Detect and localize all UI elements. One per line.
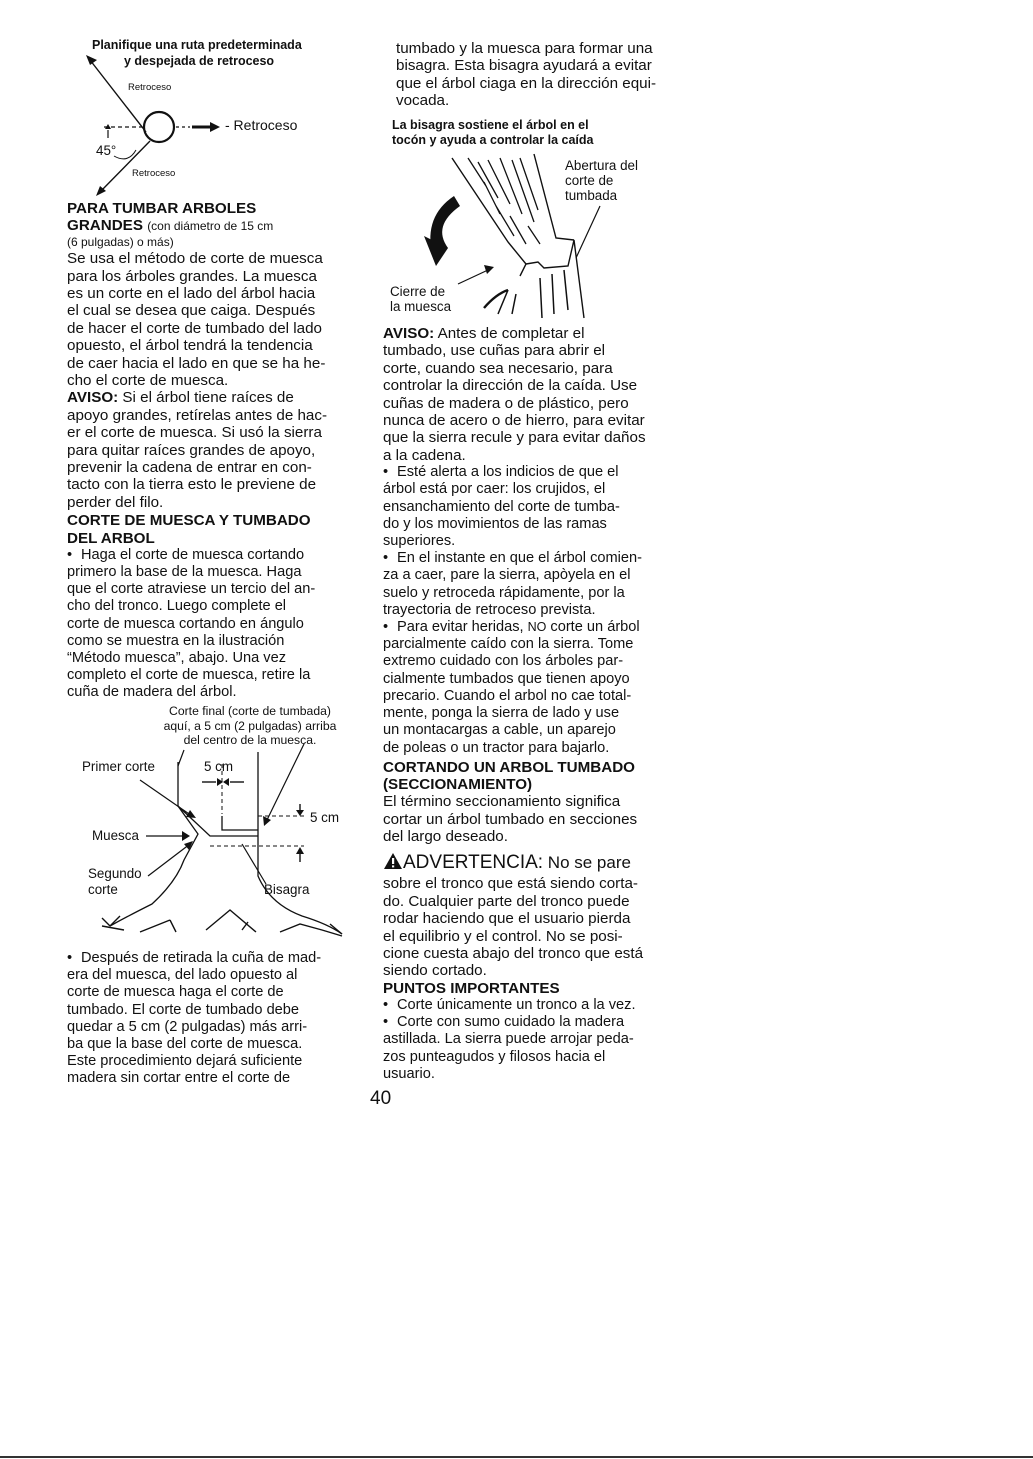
warning-line: sobre el tronco que está siendo corta- <box>383 875 638 893</box>
label-abertura <box>565 158 638 203</box>
bullet-line: mente, ponga la sierra de lado y use <box>383 705 620 722</box>
bullet-text: Corte con sumo cuidado la madera <box>397 1014 625 1031</box>
warning-line: do. Cualquier parte del tronco puede <box>383 892 630 910</box>
heading-bucking-1: CORTANDO UN ARBOL TUMBADO <box>383 758 635 776</box>
hinge-diagram <box>388 118 678 323</box>
bullet-line: un montacargas a cable, un aparejo <box>383 722 616 739</box>
heading-large-trees-2 <box>67 217 367 235</box>
retreat-label-right: - Retroceso <box>225 117 298 133</box>
bullet-line: superiores. <box>383 533 456 550</box>
bullet-line <box>383 619 683 636</box>
heading-notch-2: DEL ARBOL <box>67 529 155 547</box>
label-line: tumbada <box>565 188 618 203</box>
bullet-text: Haga el corte de muesca cortando <box>81 546 305 563</box>
aviso-wedges-paragraph <box>383 325 683 464</box>
bullet-dot: • <box>383 996 389 1013</box>
warning-text: No se pare <box>543 853 631 873</box>
bullet-line: extremo cuidado con los árboles par- <box>383 653 624 670</box>
warning-label: ADVERTENCIA: <box>403 852 544 874</box>
retreat-diagram <box>70 38 370 198</box>
bullet-dot: • <box>383 550 389 567</box>
aviso-line <box>67 389 367 406</box>
label-5cm-top: 5 cm <box>204 759 234 774</box>
label-bisagra: Bisagra <box>264 882 310 897</box>
intro-line: opuesto, el árbol tendrá la tendencia <box>67 337 313 355</box>
bullet-line: zos punteagudos y filosos hacia el <box>383 1048 606 1065</box>
heading-large-trees-1: PARA TUMBAR ARBOLES <box>67 200 257 217</box>
left-column <box>67 200 367 702</box>
intro-line: de hacer el corte de tumbado del lado <box>67 319 322 337</box>
bullet-line: era del muesca, del lado opuesto al <box>67 967 298 984</box>
bullet-line: do y los movimientos de las ramas <box>383 515 607 532</box>
label-muesca: Muesca <box>92 828 139 843</box>
aviso-line: er el corte de muesca. Si usó la sierra <box>67 424 322 442</box>
aviso-label: AVISO: <box>67 389 119 407</box>
caption-line: Corte final (corte de tumbada) <box>169 704 331 718</box>
label-primer-corte: Primer corte <box>82 759 155 774</box>
bullet-line: astillada. La sierra puede arrojar peda- <box>383 1031 634 1048</box>
warning-line: siendo cortado. <box>383 962 487 980</box>
intro-line: es un corte en el lado del árbol hacia <box>67 285 316 303</box>
bullet-line: “Método muesca”, abajo. Una vez <box>67 649 287 666</box>
bucking-line: El término seccionamiento significa <box>383 793 621 811</box>
aviso-text: Antes de completar el <box>434 325 585 342</box>
bullet-line: corte de muesca cortando en ángulo <box>67 615 304 632</box>
warning-line <box>383 852 683 875</box>
bullet-line: que el corte atraviese un tercio del an- <box>67 581 316 598</box>
warning-line: cione cuesta abajo del tronco que está <box>383 944 644 962</box>
aviso-line: que la sierra recule y para evitar daños <box>383 429 646 447</box>
bullet-line: como se muestra en la ilustración <box>67 632 285 649</box>
right-column-body <box>383 325 683 1083</box>
aviso-line: tacto con la tierra esto le previene de <box>67 476 317 494</box>
label-cierre <box>390 284 451 314</box>
retreat-arrows-graphic <box>70 38 370 198</box>
cont-line: vocada. <box>396 92 450 110</box>
bullet-line: árbol está por caer: los crujidos, el <box>383 481 606 498</box>
bullet-text: Para evitar heridas, <box>397 619 528 636</box>
aviso-label: AVISO: <box>383 325 435 342</box>
heading-bucking-2: (SECCIONAMIENTO) <box>383 775 533 793</box>
bullet-line <box>383 997 683 1014</box>
label-line: corte de <box>565 173 614 188</box>
bullet-line: cuña de madera del árbol. <box>67 684 237 701</box>
left-column-bottom <box>67 950 367 1088</box>
page-number: 40 <box>370 1088 392 1109</box>
cont-line: que el árbol ciaga en la dirección equi- <box>396 74 657 92</box>
bullet-line: precario. Cuando el arbol no cae total- <box>383 687 632 704</box>
notch-bullet-1 <box>67 547 367 702</box>
bullet-line <box>383 550 683 567</box>
retreat-label-top: Retroceso <box>128 82 172 93</box>
retreat-title-line1: Planifique una ruta predeterminada <box>92 38 302 52</box>
heading-notch-1: CORTE DE MUESCA Y TUMBADO <box>67 512 311 530</box>
intro-line: para los árboles grandes. La muesca <box>67 267 317 285</box>
bullet-line: completo el corte de muesca, retire la <box>67 667 311 684</box>
aviso-line: para quitar raíces grandes de apoyo, <box>67 441 316 459</box>
bullet-text: corte un árbol <box>546 619 640 636</box>
label-5cm-right: 5 cm <box>310 810 340 825</box>
intro-line: cho el corte de muesca. <box>67 372 229 390</box>
label-line: Cierre de <box>390 284 446 299</box>
bullet-line: suelo y retroceda rápidamente, por la <box>383 584 625 601</box>
heading-large-trees-bold: GRANDES <box>67 217 143 235</box>
bullet-text: Corte únicamente un tronco a la vez. <box>397 996 636 1013</box>
intro-line: el cual se desea que caiga. Después <box>67 302 316 320</box>
bullet-line <box>383 464 683 481</box>
caption-line: del centro de la muesca. <box>183 733 317 747</box>
aviso-line: tumbado, use cuñas para abrir el <box>383 342 606 360</box>
heading-large-trees-note-2: (6 pulgadas) o más) <box>67 235 174 250</box>
bullet-dot: • <box>383 619 389 636</box>
aviso-line: controlar la dirección de la caída. Use <box>383 377 638 395</box>
retreat-angle-label: 45° <box>96 143 117 158</box>
retreat-title-line2: y despejada de retroceso <box>124 54 275 68</box>
aviso-line: apoyo grandes, retírelas antes de hac- <box>67 406 328 424</box>
notch-diagram <box>80 704 365 944</box>
bullet-line: parcialmente caído con la sierra. Tome <box>383 636 634 653</box>
intro-line: Se usa el método de corte de muesca <box>67 250 323 268</box>
heading-large-trees-note: (con diámetro de 15 cm <box>147 219 274 234</box>
bullet-line: tumbado. El corte de tumbado debe <box>67 1001 300 1018</box>
aviso-roots-paragraph <box>67 389 367 511</box>
bullet-line: za a caer, pare la sierra, apòyela en el <box>383 567 631 584</box>
falling-bullet <box>383 550 683 619</box>
bullet-line <box>383 1014 683 1031</box>
right-column <box>396 40 696 110</box>
bullet-line: primero la base de la muesca. Haga <box>67 563 302 580</box>
retreat-label-bottom: Retroceso <box>132 168 176 179</box>
label-segundo: Segundo <box>88 866 142 881</box>
cont-line: tumbado y la muesca para formar una <box>396 40 653 57</box>
bucking-line: del largo deseado. <box>383 827 508 845</box>
bullet-dot: • <box>67 546 73 563</box>
cont-line: bisagra. Esta bisagra ayudará a evitar <box>396 57 652 75</box>
bullet-text: Después de retirada la cuña de mad- <box>81 950 322 966</box>
aviso-line: cuñas de madera o de plástico, pero <box>383 394 629 412</box>
bullet-line: ensanchamiento del corte de tumba- <box>383 498 620 515</box>
hinge-caption-2: tocón y ayuda a controlar la caída <box>392 133 594 147</box>
injury-bullet <box>383 619 683 757</box>
bullet-line: usuario. <box>383 1065 435 1082</box>
bullet-line: de poleas o un tractor para bajarlo. <box>383 739 610 756</box>
bullet-text: Esté alerta a los indicios de que el <box>397 464 619 481</box>
intro-paragraph <box>67 250 367 389</box>
warning-paragraph <box>383 852 683 979</box>
warning-line: rodar haciendo que el usuario pierda <box>383 910 631 928</box>
warning-line: el equilibrio y el control. No se posi- <box>383 927 623 945</box>
bullet-line: Este procedimiento dejará suficiente <box>67 1053 303 1070</box>
aviso-line: a la cadena. <box>383 446 466 464</box>
label-line: la muesca <box>390 299 452 314</box>
label-line: Abertura del <box>565 158 638 173</box>
bullet-line: ba que la base del corte de muesca. <box>67 1036 303 1053</box>
heading-important-points: PUNTOS IMPORTANTES <box>383 979 560 997</box>
hinge-caption-1: La bisagra sostiene el árbol en el <box>392 118 589 132</box>
bullet-line: trayectoria de retroceso prevista. <box>383 601 596 618</box>
bullet-dot: • <box>67 950 73 966</box>
aviso-line: corte, cuando sea necesario, para <box>383 359 613 377</box>
bullet-line: cialmente tumbados que tienen apoyo <box>383 670 630 687</box>
label-corte: corte <box>88 882 118 897</box>
aviso-line: nunca de acero o de hierro, para evitar <box>383 412 645 430</box>
bullet-dot: • <box>383 1014 389 1031</box>
bullet-dot: • <box>383 464 389 481</box>
bullet-line <box>67 950 367 967</box>
bullet-no: NO <box>527 620 547 635</box>
bullet-line: madera sin cortar entre el corte de <box>67 1070 291 1087</box>
alert-bullet <box>383 464 683 550</box>
aviso-line: perder del filo. <box>67 493 164 511</box>
warning-icon <box>383 852 403 870</box>
caption-line: aquí, a 5 cm (2 pulgadas) arriba <box>163 718 337 733</box>
bullet-line: cho del tronco. Luego complete el <box>67 598 287 615</box>
aviso-line <box>383 325 683 342</box>
bottom-divider <box>0 1456 1033 1458</box>
intro-line: de caer hacia el lado en que se ha he- <box>67 354 326 372</box>
bullet-line: quedar a 5 cm (2 pulgadas) más arri- <box>67 1018 308 1035</box>
aviso-line: prevenir la cadena de entrar en con- <box>67 459 312 477</box>
bullet-line <box>67 547 367 564</box>
bucking-line: cortar un árbol tumbado en secciones <box>383 810 638 828</box>
aviso-text: Si el árbol tiene raíces de <box>118 389 294 407</box>
bullet-text: En el instante en que el árbol comien- <box>397 550 643 567</box>
bullet-line: corte de muesca haga el corte de <box>67 984 284 1001</box>
